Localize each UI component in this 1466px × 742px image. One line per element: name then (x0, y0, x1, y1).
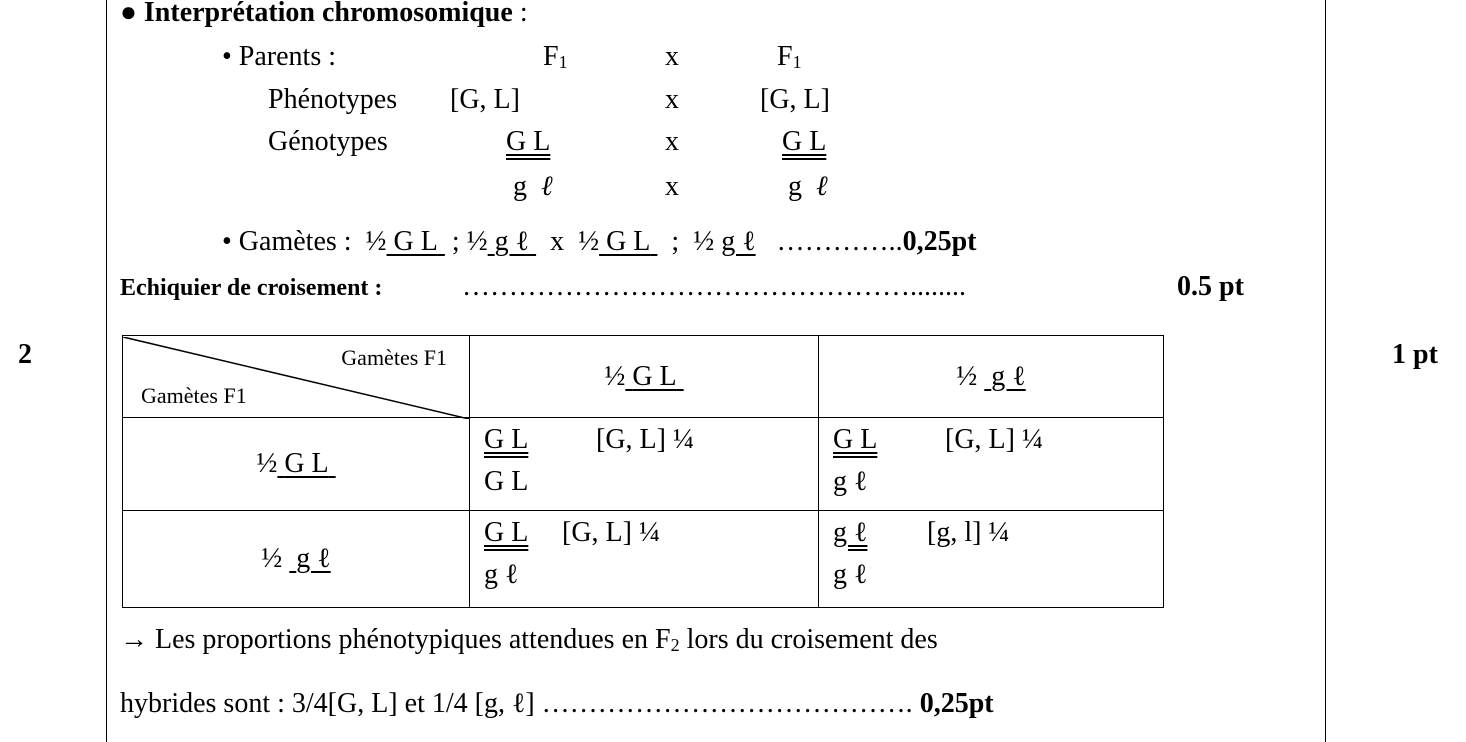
conclusion-line-2: hybrides sont : 3/4[G, L] et 1/4 [g, ℓ] …………………………………. 0,25pt (120, 688, 994, 719)
echiquier-label: Echiquier de croisement : (120, 275, 383, 301)
corner-cell (123, 336, 470, 418)
genotypes-cross-top: x (665, 126, 679, 157)
crossing-table (122, 335, 1164, 608)
genotypes-cross-bottom: x (665, 171, 679, 202)
gametes-row: • Gamètes : ½ G L ; ½ g ℓ x ½ G L ; ½ g ℓ …………..0,25pt (222, 226, 977, 257)
genotypes-right-top: G L (782, 126, 827, 157)
cell-1-1-top: G L (484, 424, 529, 455)
phenotypes-right: [G, L] (760, 84, 830, 115)
question-number: 2 (18, 339, 32, 370)
cell-1-2-phenotype: [G, L] ¼ (945, 424, 1043, 455)
cell-2-1-top: G L (484, 517, 529, 548)
arrow-icon: → (120, 624, 148, 655)
cell-1-1-bottom: G L (484, 466, 529, 497)
cell-1-1 (470, 418, 819, 511)
cell-1-2-bottom: g ℓ (833, 466, 868, 497)
cell-2-2-top: g ℓ (833, 517, 868, 548)
genotypes-left-top: G L (506, 126, 551, 157)
parents-cross: x (665, 41, 679, 72)
right-border (1325, 0, 1326, 742)
genotypes-left-bottom: g ℓ (513, 171, 553, 202)
genotypes-label: Génotypes (268, 126, 388, 157)
conclusion-points: 0,25pt (919, 688, 994, 719)
cell-1-1-phenotype: [G, L] ¼ (596, 424, 694, 455)
cell-2-2-bottom: g ℓ (833, 559, 868, 590)
section-colon: : (512, 0, 528, 28)
col-header-1: ½ G L (470, 336, 819, 418)
cell-2-1 (470, 511, 819, 608)
section-title: ● Interprétation chromosomique (120, 0, 513, 28)
cell-2-1-bottom: g ℓ (484, 559, 519, 590)
cell-1-2-top: G L (833, 424, 878, 455)
echiquier-dots: …………………………………………........ (462, 271, 966, 302)
genotypes-right-bottom: g ℓ (788, 171, 828, 202)
section-title-row (120, 0, 528, 30)
parents-right: $F_1$ (777, 41, 802, 72)
echiquier-points: 0.5 pt (1177, 271, 1244, 302)
col-header-2: ½ g ℓ (819, 336, 1164, 418)
row-header-2: ½ g ℓ (123, 511, 470, 608)
total-points: 1 pt (1392, 339, 1438, 370)
corner-bottom-label: Gamètes F1 (141, 382, 247, 408)
phenotypes-label: Phénotypes (268, 84, 398, 115)
cell-2-1-phenotype: [G, L] ¼ (562, 517, 660, 548)
cell-2-2 (819, 511, 1164, 608)
cell-2-2-phenotype: [g, l] ¼ (927, 517, 1010, 548)
row-header-1: ½ G L (123, 418, 470, 511)
phenotypes-cross: x (665, 84, 679, 115)
parents-label: • Parents : (222, 41, 337, 72)
conclusion-line-1: → Les proportions phénotypiques attendues en $F_2$ lors du croisement des (120, 624, 938, 655)
parents-left: $F_1$ (543, 41, 568, 72)
cell-1-2 (819, 418, 1164, 511)
left-border (106, 0, 107, 742)
corner-top-label: Gamètes F1 (341, 344, 447, 370)
phenotypes-left: [G, L] (450, 84, 520, 115)
